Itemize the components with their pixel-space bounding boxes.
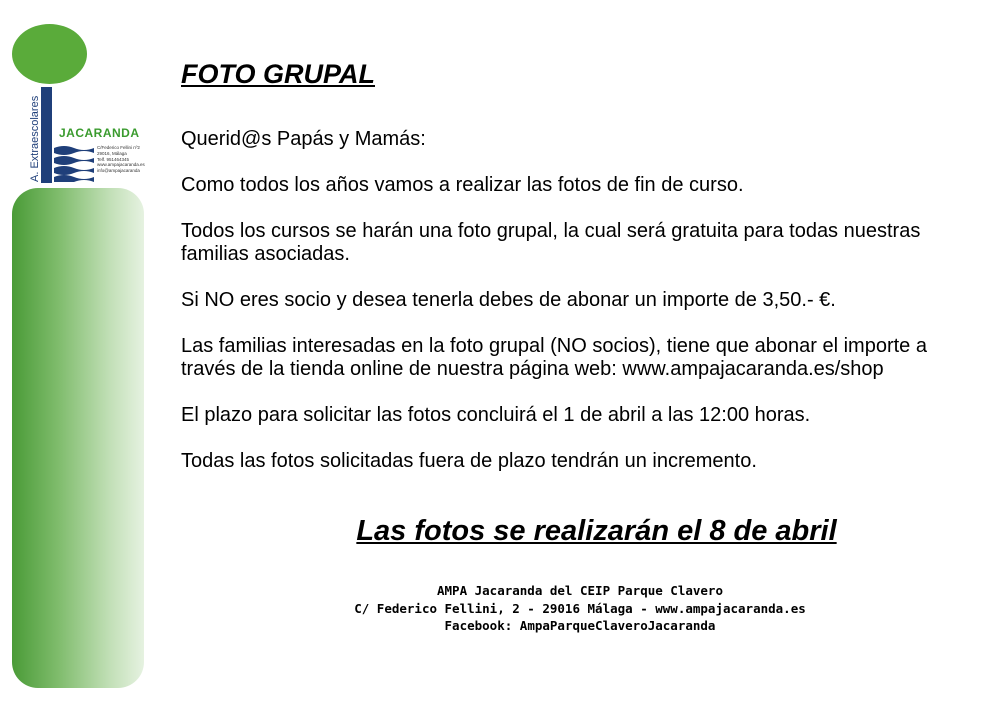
logo-vertical-text: A. Extraescolares [29,95,41,182]
decorative-green-bar [12,188,144,688]
waves-icon [54,144,94,182]
logo-contact-line: C/Federico Fellini nº2 [97,145,140,150]
paragraph: Las familias interesadas en la foto grupal (NO socios), tiene que abonar el importe a través de la tienda online de nuestra página web: www.ampajacaranda.es/shop [181,335,927,380]
logo-contact [97,145,145,174]
footer-line: Facebook: AmpaParqueClaveroJacaranda [444,618,716,633]
body-text [181,128,981,496]
logo-contact-line: www.ampajacaranda.es [97,162,145,168]
paragraph: Si NO eres socio y desea tenerla debes de abonar un importe de 3,50.- €. [181,289,836,311]
logo-contact-line: info@ampajacaranda [97,168,140,174]
tree-crown-icon [12,24,87,84]
tree-trunk-icon [41,87,52,183]
footer-line: AMPA Jacaranda del CEIP Parque Clavero [437,583,723,598]
greeting-paragraph: Querid@s Papás y Mamás: [181,128,426,150]
paragraph: El plazo para solicitar las fotos concluirá el 1 de abril a las 12:00 horas. [181,404,811,426]
footer [300,582,860,635]
paragraph: Todos los cursos se harán una foto grupal, la cual será gratuita para todas nuestras familias asociadas. [181,220,921,265]
paragraph: Como todos los años vamos a realizar las fotos de fin de curso. [181,174,744,196]
paragraph: Todas las fotos solicitadas fuera de plazo tendrán un incremento. [181,450,757,472]
logo-contact-line: 29016, Málaga [97,150,127,156]
logo-name: JACARANDA [59,126,140,140]
logo-contact-line: Telf. 951464345 [97,156,130,162]
photo-date-highlight: Las fotos se realizarán el 8 de abril [356,515,837,547]
footer-line: C/ Federico Fellini, 2 - 29016 Málaga - www.ampajacaranda.es [354,600,806,616]
page-title: FOTO GRUPAL [181,59,375,89]
